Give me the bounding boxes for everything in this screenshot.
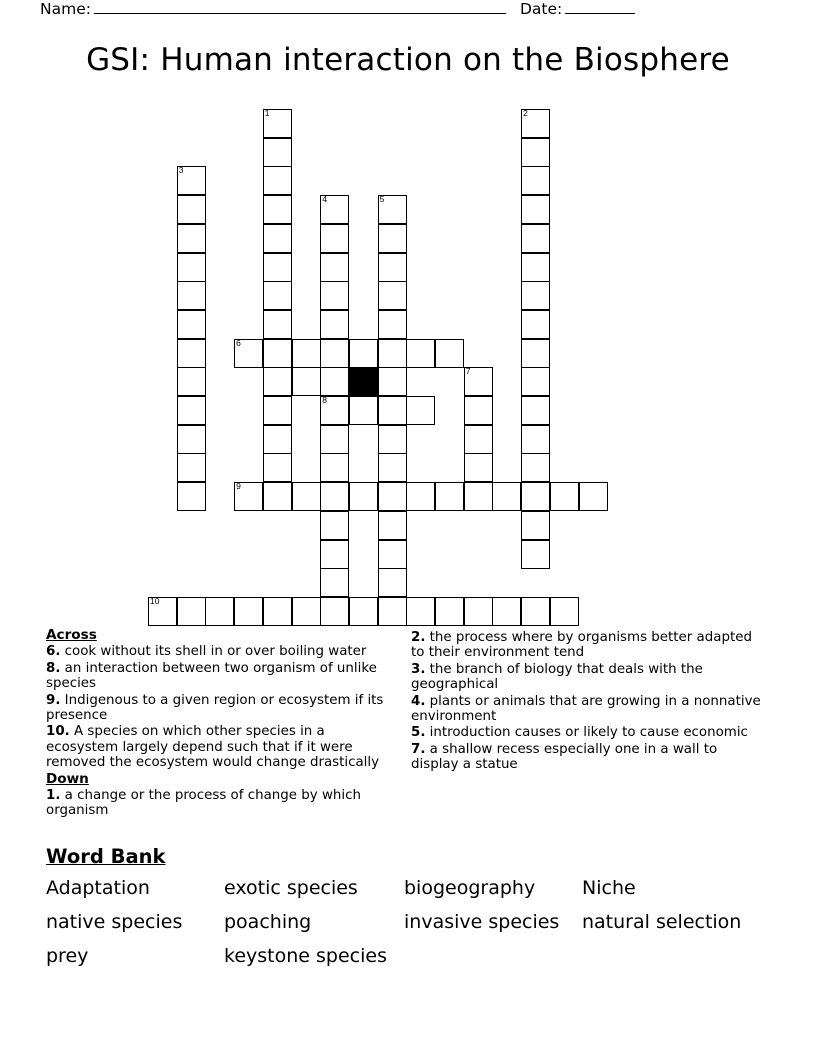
crossword-cell[interactable] <box>205 597 234 626</box>
crossword-cell[interactable] <box>435 482 464 511</box>
crossword-cell-number: 9 <box>236 481 241 492</box>
crossword-cell[interactable] <box>177 597 206 626</box>
crossword-cell[interactable] <box>521 253 550 282</box>
crossword-cell[interactable] <box>349 482 378 511</box>
crossword-cell[interactable] <box>263 367 292 396</box>
clue-number: 1. <box>46 788 61 804</box>
word-bank-word: exotic species <box>224 877 358 899</box>
crossword-cell[interactable] <box>234 482 263 511</box>
clues-right-column <box>411 628 761 774</box>
crossword-cell[interactable] <box>292 482 321 511</box>
crossword-cell-number: 6 <box>236 337 241 348</box>
crossword-cell[interactable] <box>320 195 349 224</box>
word-bank-word: biogeography <box>404 877 536 899</box>
crossword-cell[interactable] <box>177 425 206 454</box>
clue-number: 8. <box>46 660 61 676</box>
crossword-cell[interactable] <box>464 453 493 482</box>
crossword-cell[interactable] <box>320 425 349 454</box>
crossword-cell[interactable] <box>292 597 321 626</box>
clue-text: cook without its shell in or over boiling water <box>60 644 367 660</box>
crossword-cell[interactable] <box>349 339 378 368</box>
crossword-cell[interactable] <box>263 453 292 482</box>
crossword-cell[interactable] <box>292 339 321 368</box>
page-title: GSI: Human interaction on the Biosphere <box>86 42 730 78</box>
crossword-cell[interactable] <box>320 568 349 597</box>
crossword-cell[interactable] <box>292 367 321 396</box>
crossword-cell[interactable] <box>521 396 550 425</box>
crossword-cell-number: 10 <box>150 595 160 606</box>
clue-number: 10. <box>46 724 70 740</box>
crossword-cell[interactable] <box>521 224 550 253</box>
crossword-cell[interactable] <box>406 339 435 368</box>
clue-number: 5. <box>411 725 426 741</box>
crossword-cell[interactable] <box>177 195 206 224</box>
crossword-cell[interactable] <box>492 597 521 626</box>
clues-left-column <box>46 628 396 820</box>
crossword-cell[interactable] <box>349 396 378 425</box>
crossword-cell[interactable] <box>378 482 407 511</box>
crossword-cell[interactable] <box>177 166 206 195</box>
clue-number: 7. <box>411 741 426 757</box>
word-bank-word: prey <box>46 945 89 967</box>
crossword-cell[interactable] <box>378 339 407 368</box>
crossword-cell[interactable] <box>320 597 349 626</box>
crossword-cell-blocked <box>349 367 378 396</box>
crossword-cell[interactable] <box>435 597 464 626</box>
crossword-cell[interactable] <box>263 253 292 282</box>
crossword-cell[interactable] <box>464 425 493 454</box>
crossword-cell-number: 1 <box>264 108 270 118</box>
clue-text: an interaction between two organism of unlike species <box>46 660 377 692</box>
crossword-cell[interactable] <box>378 195 407 224</box>
clue-number: 9. <box>46 692 61 708</box>
across-clue-item <box>46 644 396 659</box>
crossword-cell[interactable] <box>521 453 550 482</box>
crossword-cell-number: 3 <box>178 165 184 176</box>
crossword-cell[interactable] <box>378 425 407 454</box>
crossword-cell[interactable] <box>320 540 349 569</box>
crossword-cell[interactable] <box>263 109 292 138</box>
crossword-cell[interactable] <box>521 310 550 339</box>
across-clue-item <box>46 724 396 770</box>
crossword-cell-number: 8 <box>322 395 327 405</box>
clue-number: 2. <box>411 630 426 645</box>
across-heading: Across <box>46 627 97 643</box>
crossword-cell[interactable] <box>148 597 177 626</box>
word-bank-section <box>46 845 776 970</box>
down-clue-item <box>411 662 761 693</box>
crossword-cell[interactable] <box>320 453 349 482</box>
name-date-row <box>40 0 750 28</box>
crossword-cell[interactable] <box>320 482 349 511</box>
crossword-cell[interactable] <box>521 367 550 396</box>
crossword-cell[interactable] <box>521 109 550 138</box>
crossword-cell[interactable] <box>521 339 550 368</box>
clue-text: a change or the process of change by which organism <box>46 788 361 819</box>
crossword-cell[interactable] <box>378 367 407 396</box>
clue-number: 6. <box>46 644 61 660</box>
crossword-grid[interactable] <box>148 109 588 629</box>
crossword-cell[interactable] <box>263 425 292 454</box>
clues-section <box>46 628 766 820</box>
down-clue-item <box>411 725 761 740</box>
crossword-cell[interactable] <box>263 482 292 511</box>
crossword-cell[interactable] <box>464 396 493 425</box>
crossword-cell[interactable] <box>263 281 292 310</box>
crossword-cell-number: 2 <box>523 108 528 118</box>
word-bank-word: Niche <box>582 877 636 899</box>
across-clue-list <box>46 644 396 770</box>
crossword-cell[interactable] <box>320 253 349 282</box>
crossword-cell-number: 4 <box>322 194 327 205</box>
crossword-cell[interactable] <box>378 540 407 569</box>
crossword-cell[interactable] <box>378 453 407 482</box>
crossword-cell[interactable] <box>378 597 407 626</box>
crossword-cell[interactable] <box>263 396 292 425</box>
clue-text: A species on which other species in a ecosystem largely depend such that if it were removed the ecosystem would change drastically <box>46 724 380 771</box>
crossword-cell[interactable] <box>177 453 206 482</box>
crossword-cell[interactable] <box>263 138 292 167</box>
crossword-cell[interactable] <box>177 367 206 396</box>
word-bank-title: Word Bank <box>46 845 166 868</box>
down-clue-list-left <box>46 788 396 819</box>
crossword-cell[interactable] <box>378 396 407 425</box>
crossword-cell[interactable] <box>349 597 378 626</box>
crossword-cell[interactable] <box>263 597 292 626</box>
word-bank-word: Adaptation <box>46 877 150 899</box>
crossword-cell[interactable] <box>177 310 206 339</box>
crossword-cell[interactable] <box>435 339 464 368</box>
across-clue-item <box>46 661 396 692</box>
crossword-cell[interactable] <box>320 511 349 540</box>
word-bank-list <box>46 874 776 970</box>
down-clue-item <box>46 788 396 819</box>
crossword-cell[interactable] <box>378 281 407 310</box>
crossword-cell[interactable] <box>521 281 550 310</box>
crossword-cell[interactable] <box>177 482 206 511</box>
down-clue-list-right <box>411 630 761 773</box>
crossword-cell[interactable] <box>263 224 292 253</box>
crossword-cell[interactable] <box>550 597 579 626</box>
crossword-cell[interactable] <box>320 396 349 425</box>
word-bank-word: invasive species <box>404 911 560 933</box>
date-label: Date: <box>519 0 563 18</box>
crossword-cell[interactable] <box>378 310 407 339</box>
word-bank-word: natural selection <box>582 911 742 933</box>
crossword-cell[interactable] <box>263 339 292 368</box>
crossword-cell[interactable] <box>177 339 206 368</box>
crossword-cell[interactable] <box>263 310 292 339</box>
clue-text: Indigenous to a given region or ecosystem if its presence <box>46 692 384 724</box>
across-clue-item <box>46 693 396 724</box>
word-bank-word: native species <box>46 911 183 933</box>
crossword-cell[interactable] <box>579 482 608 511</box>
crossword-cell[interactable] <box>378 224 407 253</box>
clue-text: the branch of biology that deals with the geographical <box>411 661 703 693</box>
crossword-cell[interactable] <box>378 568 407 597</box>
date-blank-line[interactable] <box>565 0 635 14</box>
crossword-cell[interactable] <box>521 195 550 224</box>
clue-text: a shallow recess especially one in a wall to display a statue <box>411 741 718 773</box>
down-clue-item <box>411 694 761 725</box>
crossword-cell-number: 5 <box>379 194 385 205</box>
word-bank-word: keystone species <box>224 945 387 967</box>
clue-text: introduction causes or likely to cause economic <box>425 725 748 741</box>
crossword-cell[interactable] <box>378 511 407 540</box>
crossword-cell[interactable] <box>521 425 550 454</box>
crossword-cell[interactable] <box>521 482 550 511</box>
down-heading: Down <box>46 770 89 787</box>
clue-number: 4. <box>411 693 426 709</box>
crossword-cell[interactable] <box>521 540 550 569</box>
name-blank-line[interactable] <box>94 0 506 14</box>
crossword-cell[interactable] <box>521 138 550 167</box>
crossword-cell[interactable] <box>320 367 349 396</box>
crossword-cell[interactable] <box>521 166 550 195</box>
crossword-cell[interactable] <box>234 597 263 626</box>
name-label: Name: <box>40 0 91 18</box>
clue-number: 3. <box>411 661 426 677</box>
crossword-cell[interactable] <box>177 396 206 425</box>
word-bank-word: poaching <box>224 911 312 933</box>
down-clue-item <box>411 630 761 661</box>
crossword-cell[interactable] <box>464 367 493 396</box>
crossword-cell[interactable] <box>406 597 435 626</box>
crossword-cell[interactable] <box>263 166 292 195</box>
crossword-cell[interactable] <box>320 224 349 253</box>
crossword-cell[interactable] <box>234 339 263 368</box>
down-clue-item <box>411 742 761 773</box>
crossword-cell[interactable] <box>550 482 579 511</box>
crossword-cell[interactable] <box>177 224 206 253</box>
crossword-cell[interactable] <box>177 253 206 282</box>
crossword-cell[interactable] <box>406 482 435 511</box>
crossword-cell[interactable] <box>521 597 550 626</box>
crossword-cell[interactable] <box>177 281 206 310</box>
clue-text: plants or animals that are growing in a nonnative environment <box>411 693 761 725</box>
crossword-cell[interactable] <box>492 482 521 511</box>
crossword-cell[interactable] <box>320 310 349 339</box>
crossword-cell[interactable] <box>378 253 407 282</box>
crossword-cell[interactable] <box>464 597 493 626</box>
clue-text: the process where by organisms better adapted to their environment tend <box>411 630 752 661</box>
crossword-cell[interactable] <box>320 281 349 310</box>
crossword-cell[interactable] <box>464 482 493 511</box>
crossword-cell[interactable] <box>320 339 349 368</box>
crossword-cell[interactable] <box>263 195 292 224</box>
crossword-cell[interactable] <box>406 396 435 425</box>
crossword-cell-number: 7 <box>465 366 471 377</box>
crossword-cell[interactable] <box>521 511 550 540</box>
